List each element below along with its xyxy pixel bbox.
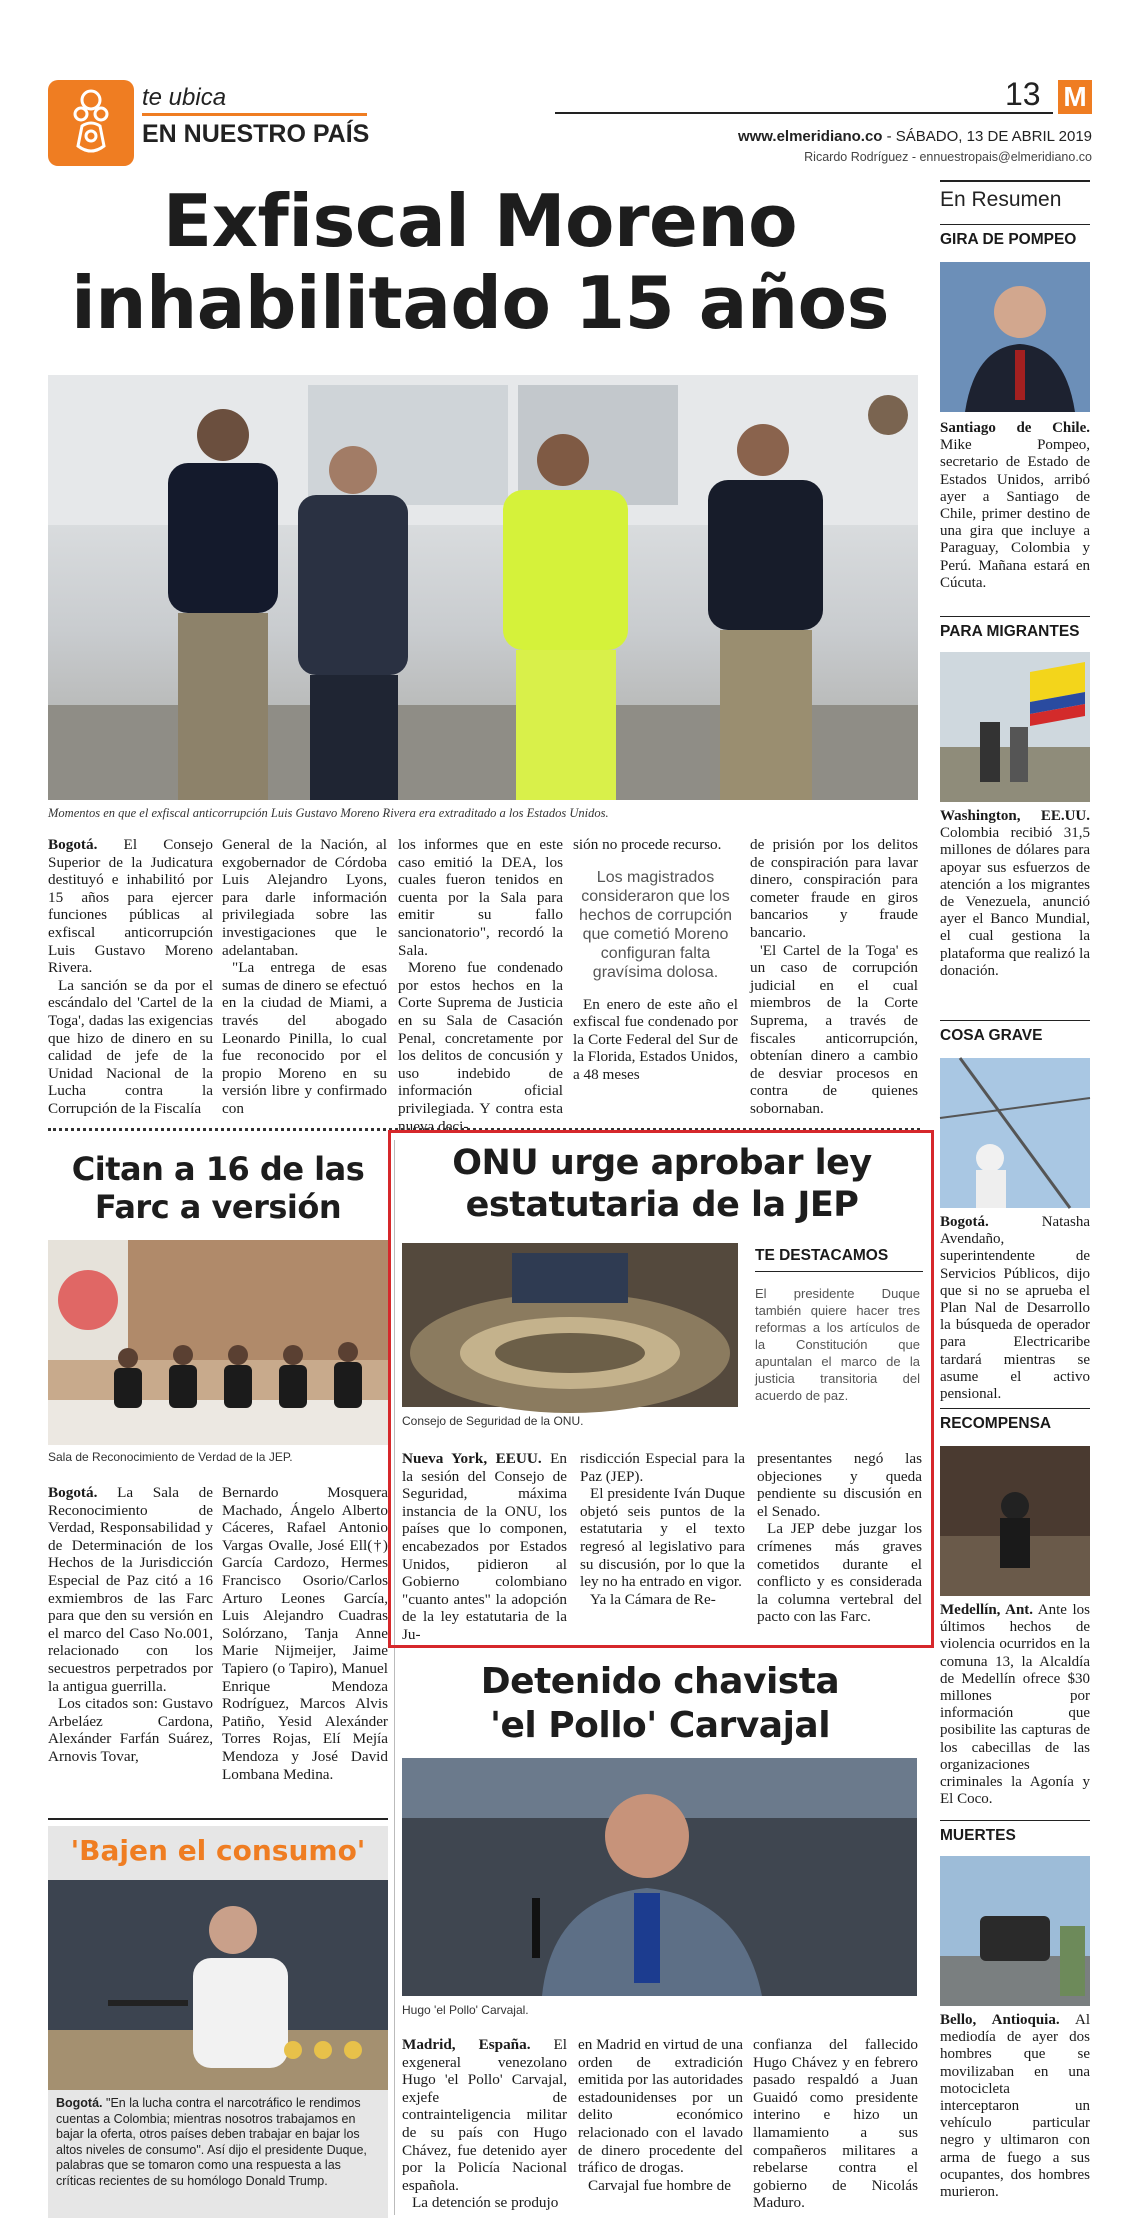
farc-col-2: Bernardo Mosquera Machado, Ángelo Alberto Cáceres, Rafael Antonio Vargas Ovalle, José Ell(†) García Cardozo, Hermes Francisco Osorio/Carlos Arturo Leones García, Luis Alejandro Cuadras Solórzano, Tanja Anne Marie Nijmeijer, Jaime Tapiero (o Tapiro), Manuel Enrique Mendoza Rodríguez, Marcos Alvis Patiño, Yesid Alexánder Torres Rojas, Elí Mejía Mendoza y José David Lombana Medina. <box>222 1484 388 1783</box>
pollo-photo <box>402 1758 917 1996</box>
page-number: 13 <box>1005 76 1041 112</box>
kicker-rule <box>142 113 367 116</box>
logo-badge: M <box>1058 80 1092 114</box>
site-url[interactable]: www.elmeridiano.co <box>737 128 883 145</box>
sidebar-heading-5: MUERTES <box>940 1820 1090 1845</box>
main-dateline: Bogotá. <box>48 836 98 853</box>
sidebar-heading-1: GIRA DE POMPEO <box>940 224 1090 249</box>
main-col-1: Bogotá. El Consejo Superior de la Judicatura destituyó e inhabilitó por 15 años para ejercer funciones públicas al exfiscal anticorrupción Luis Gustavo Moreno Rivera. La sanción se da por el escándalo del 'Cartel de la Toga', dadas las exigencias que hizo de dinero en su calidad de jefe de la Unidad Nacional de la Lucha contra la Corrupción de la Fiscalía <box>48 836 213 1117</box>
bello-photo <box>940 1856 1090 2006</box>
pull-quote: Los magistrados consideraron que los hechos de corrupción que cometió Moreno configuran falta gravísima dolosa. <box>579 868 732 981</box>
migrantes-photo <box>940 652 1090 802</box>
pollo-col-2: en Madrid en virtud de una orden de extradición emitida por las autoridades estadounidenses por un delito económico relacionado con el lavado de dinero procedente del tráfico de drogas. Carvajal fue hombre de <box>578 2036 743 2194</box>
sidebar-text-3: Bogotá. Natasha Avendaño, superintendente de Servicios Públicos, dijo que si no se aprueba el Plan Nal de Desarrollo la búsqueda de operador para Electricaribe tardará mientras se asume el activo pensional. <box>940 1214 1090 1403</box>
medellin-photo <box>940 1446 1090 1596</box>
editor-line: Ricardo Rodríguez - ennuestropais@elmeridiano.co <box>804 150 1092 164</box>
pollo-photo-caption: Hugo 'el Pollo' Carvajal. <box>402 2003 529 2017</box>
section-logo <box>48 80 134 166</box>
onu-photo <box>402 1243 738 1407</box>
onu-col-3: presentantes negó las objeciones y queda pendiente su discusión en el Senado. La JEP debe juzgar los crímenes más graves cometidos durante el conflicto y es considerada la columna vertebral del pacto con las Farc. <box>757 1450 922 1626</box>
main-col-3: los informes que en este caso emitió la DEA, los cuales fueron tenidos en cuenta por la Sala para emitir su fallo sancionatorio", recordó la Sala. Moreno fue condenado por estos hechos en la Corte Suprema de Justicia en su Sala de Casación Penal, concretamente por los delitos de concusión y uso indebido de información oficial privilegiada. Y contra esta nueva deci- <box>398 836 563 1135</box>
pollo-headline: Detenido chavista 'el Pollo' Carvajal <box>480 1661 840 1746</box>
main-col-5: de prisión por los delitos de conspiración para lavar dinero, conspiración para cometer fraude en giros bancarios y fraude bancario. 'El Cartel de la Toga' es un caso de corrupción judicial en el cual miembros de la Corte Suprema, a través de fiscales anticorrupción, obtenían dinero a cambio de desviar procesos en contra de quienes sobornaban. <box>750 836 918 1117</box>
farc-headline: Citan a 16 de las Farc a versión <box>71 1150 365 1226</box>
sidebar-text-4: Medellín, Ant. Ante los últimos hechos de violencia ocurridos en la comuna 13, la Alcaldía de Medellín ofrece $30 millones por información que posibilite las capturas de los cabecillas de las organizaciones criminales la Agonía y El Coco. <box>940 1602 1090 1808</box>
consumo-headline: 'Bajen el consumo' <box>70 1834 366 1867</box>
pollo-col-1: Madrid, España. El exgeneral venezolano Hugo 'el Pollo' Carvajal, exjefe de contrainteligencia militar de su país con Hugo Chávez, fue detenido ayer por la Policía Nacional española. La detención se produjo <box>402 2036 567 2212</box>
main-col-4: sión no procede recurso. Los magistrados consideraron que los hechos de corrupción que cometió Moreno configuran falta gravísima dolosa. En enero de este año el exfiscal fue condenado por la Corte Federal del Sur de la Florida, Estados Unidos, a 48 meses <box>573 836 738 1083</box>
onu-col-2: risdicción Especial para la Paz (JEP). El presidente Iván Duque objetó seis puntos de la estatutaria y el texto regresó al legislativo para su discusión, por lo que la ley no ha entrado en vigor. Ya la Cámara de Re- <box>580 1450 745 1608</box>
onu-sidebar-title: TE DESTACAMOS <box>755 1247 923 1272</box>
onu-headline: ONU urge aprobar ley estatutaria de la JEP <box>452 1143 872 1225</box>
onu-photo-caption: Consejo de Seguridad de la ONU. <box>402 1414 584 1428</box>
section-kicker: te ubica <box>142 84 227 111</box>
sidebar-title: En Resumen <box>940 188 1062 211</box>
sidebar-rule-top <box>940 180 1090 182</box>
consumo-caption: Bogotá. "En la lucha contra el narcotráfico le rendimos cuentas a Colombia; mientras nosotros trabajamos en bajar la oferta, otros países deben trabajar en bajar los altos niveles de consumo". Así dijo el presidente Duque, palabras que se tomaron como una respuesta a las críticas recientes de su homólogo Donald Trump. <box>56 2096 367 2188</box>
main-headline <box>40 180 920 344</box>
main-photo <box>48 375 918 800</box>
header-rule <box>555 112 1053 114</box>
farc-col-1: Bogotá. La Sala de Reconocimiento de Verdad, Responsabilidad y de Determinación de los Hechos de la Jurisdicción Especial de Paz citó a 16 exmiembros de las Farc para que den su versión en el marco del Caso No.001, relacionado con los secuestros perpetrados por la antigua guerrilla. Los citados son: Gustavo Arbeláez Cardona, Alexánder Farfán Suárez, Arnovis Tovar, <box>48 1484 213 1765</box>
sidebar-text-5: Bello, Antioquia. Al mediodía de ayer dos hombres que se movilizaban en una motocicleta interceptaron un vehículo particular negro y ultimaron con arma de fuego a sus ocupantes, dos hombres murieron. <box>940 2012 1090 2201</box>
electricaribe-photo <box>940 1058 1090 1208</box>
section-figure-icon <box>48 80 134 166</box>
main-headline-line1: Exfiscal Moreno <box>162 179 798 263</box>
farc-photo <box>48 1240 388 1445</box>
main-headline-line2: inhabilitado 15 años <box>71 261 889 345</box>
onu-col-1: Nueva York, EEUU. En la sesión del Consejo de Seguridad, máxima instancia de la ONU, los países que lo componen, encabezados por Estados Unidos, pidieron al Gobierno colombiano "cuanto antes" la adopción de la ley estatutaria de la Ju- <box>402 1450 567 1643</box>
pollo-col-3: confianza del fallecido Hugo Chávez y en febrero pasado respaldó a Juan Guaidó como presidente interino e hizo un llamamiento a sus compañeros militares a rebelarse contra el gobierno de Nicolás Maduro. <box>753 2036 918 2212</box>
pompeo-photo <box>940 262 1090 412</box>
issue-date: - SÁBADO, 13 DE ABRIL 2019 <box>882 128 1092 145</box>
date-line <box>600 128 1092 145</box>
sidebar-text-1: Santiago de Chile. Mike Pompeo, secretario de Estado de Estados Unidos, arribó ayer a Santiago de Chile, primer destino de una gira que incluye a Paraguay, Colombia y Perú. Mañana estará en Cúcuta. <box>940 420 1090 591</box>
main-col-2: General de la Nación, al exgobernador de Córdoba Luis Alejandro Lyons, para darle información privilegiada sobre las investigaciones que le adelantaban. "La entrega de esas sumas de dinero se efectuó en la ciudad de Miami, a través del abogado Leonardo Pinilla, lo cual fue reconocido por el propio Moreno en su versión libre y confirmado con <box>222 836 387 1117</box>
consumo-photo <box>48 1880 388 2090</box>
sidebar-text-2: Washington, EE.UU. Colombia recibió 31,5 millones de dólares para apoyar sus esfuerzos de atención a los migrantes de Venezuela, anunció ayer el Banco Mundial, el cual gestiona la plataforma que realizó la donación. <box>940 808 1090 979</box>
main-photo-caption: Momentos en que el exfiscal anticorrupción Luis Gustavo Moreno Rivera era extraditado a los Estados Unidos. <box>48 806 609 820</box>
farc-photo-caption: Sala de Reconocimiento de Verdad de la JEP. <box>48 1450 293 1464</box>
sidebar-heading-2: PARA MIGRANTES <box>940 616 1090 641</box>
sidebar-heading-4: RECOMPENSA <box>940 1408 1090 1433</box>
consumo-rule <box>48 1818 388 1820</box>
onu-sidebar-text: El presidente Duque también quiere hacer tres reformas a los artículos de la Constitución que apuntalan el marco de la justicia transitoria del acuerdo de paz. <box>755 1286 920 1403</box>
section-title: EN NUESTRO PAÍS <box>142 120 370 148</box>
sidebar-heading-3: COSA GRAVE <box>940 1020 1090 1045</box>
